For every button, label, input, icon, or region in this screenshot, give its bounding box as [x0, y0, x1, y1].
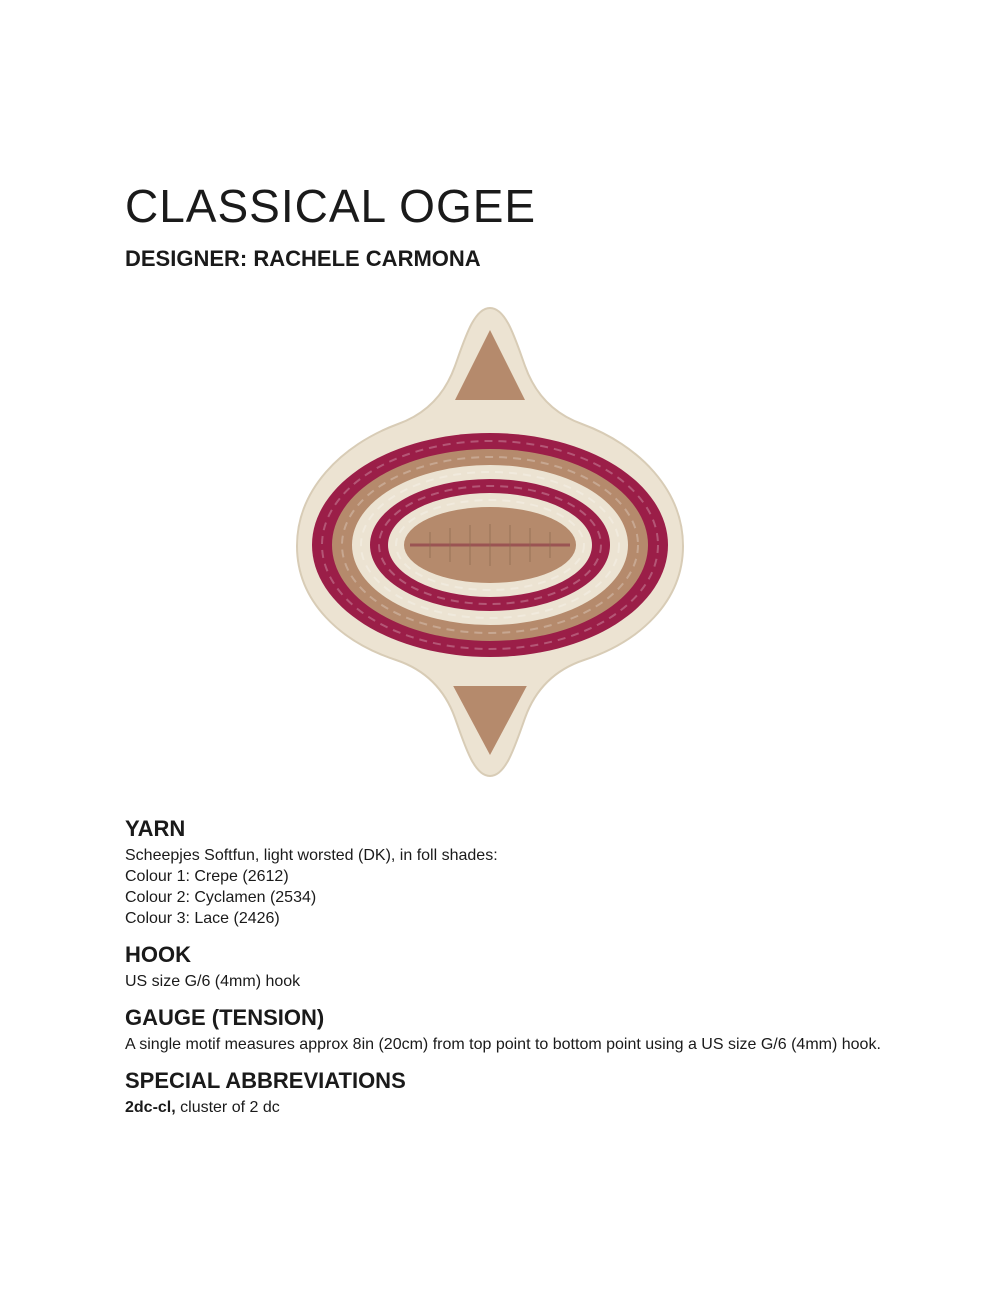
- abbreviations-section: [125, 1067, 885, 1118]
- abbreviation-entry: [125, 1097, 885, 1118]
- yarn-section: [125, 815, 885, 929]
- hook-text: US size G/6 (4mm) hook: [125, 973, 301, 990]
- gauge-text: A single motif measures approx 8in (20cm) from top point to bottom point using a US size G/6 (4mm) hook.: [125, 1036, 881, 1053]
- designer-credit: DESIGNER: RACHELE CARMONA: [125, 246, 481, 271]
- yarn-colour-1: Colour 1: Crepe (2612): [125, 868, 289, 885]
- gauge-heading: GAUGE (TENSION): [125, 1005, 325, 1030]
- hook-section: [125, 941, 885, 992]
- crochet-motif-photo: [290, 300, 690, 780]
- page-title: CLASSICAL OGEE: [125, 180, 537, 232]
- hook-heading: HOOK: [125, 942, 191, 967]
- yarn-colour-2: Colour 2: Cyclamen (2534): [125, 889, 317, 906]
- gauge-section: [125, 1004, 885, 1055]
- abbreviations-heading: SPECIAL ABBREVIATIONS: [125, 1068, 406, 1093]
- abbreviation-term: 2dc-cl,: [125, 1099, 176, 1116]
- pattern-details: [125, 815, 885, 1130]
- abbreviation-definition: cluster of 2 dc: [175, 1099, 280, 1116]
- yarn-line: Scheepjes Softfun, light worsted (DK), in foll shades:: [125, 847, 498, 864]
- yarn-heading: YARN: [125, 816, 186, 841]
- yarn-colour-3: Colour 3: Lace (2426): [125, 910, 280, 927]
